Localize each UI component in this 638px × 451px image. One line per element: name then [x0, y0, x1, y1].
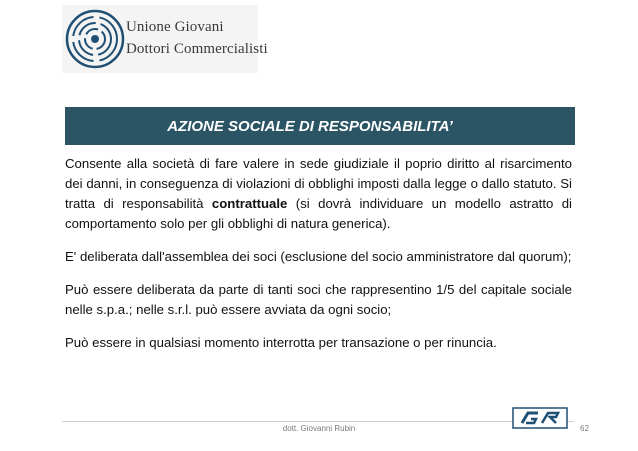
paragraph-4: Può essere in qualsiasi momento interrotta per transazione o per rinuncia.	[65, 335, 497, 350]
paragraph-1-text-b: (si dovrà individuare un modello astratto di comportamento solo per gli obblighi di natura generica).	[65, 196, 572, 231]
paragraph-1-bold: contrattuale	[211, 196, 288, 211]
logo-line1: Unione Giovani	[126, 19, 224, 35]
footer-divider	[62, 421, 574, 422]
slide-body	[65, 154, 572, 366]
slide-title-bar	[65, 107, 575, 145]
slide-title: AZIONE SOCIALE DI RESPONSABILITA’	[167, 117, 453, 135]
footer-author: dott. Giovanni Rubin	[282, 424, 356, 433]
paragraph-2: E' deliberata dall'assemblea dei soci (esclusione del socio amministratore dal quorum);	[65, 249, 572, 264]
paragraph-1-text-a: Consente alla società di fare valere in sede giudiziale il poprio diritto al risarcimento dei danni, in conseguenza di violazioni di obblighi imposti dalla legge o dallo statuto. Si tratta di responsabilità	[65, 156, 572, 211]
labyrinth-emblem-icon	[64, 7, 126, 71]
logo-line2: Dottori Commercialisti	[126, 41, 268, 57]
paragraph-3: Può essere deliberata da parte di tanti soci che rappresentino 1/5 del capitale sociale nelle s.p.a.; nelle s.r.l. può essere avviata da ogni socio;	[65, 282, 572, 317]
page-number: 62	[580, 424, 589, 433]
gr-logo-icon	[512, 407, 568, 429]
ugdc-logo	[62, 5, 268, 73]
paragraph-1	[65, 154, 572, 234]
